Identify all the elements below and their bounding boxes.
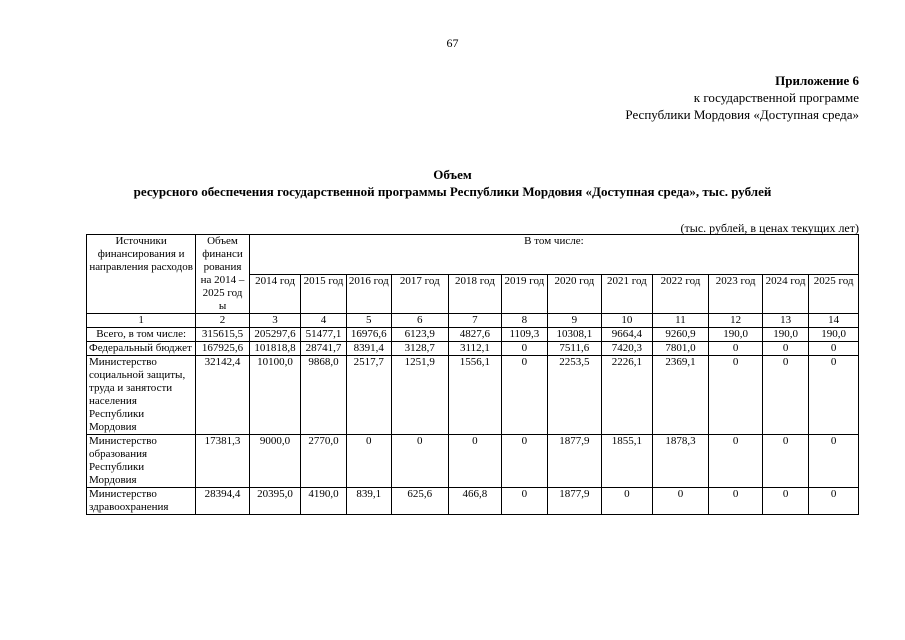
row-total: 315615,5	[196, 328, 250, 342]
column-number: 12	[709, 314, 763, 328]
header-year: 2022 год	[652, 274, 709, 314]
column-number: 5	[346, 314, 391, 328]
year-value: 9868,0	[301, 356, 346, 435]
document-title	[0, 166, 905, 200]
year-value: 6123,9	[391, 328, 448, 342]
year-value: 0	[762, 356, 808, 435]
year-value: 10308,1	[547, 328, 602, 342]
year-value: 7420,3	[602, 342, 652, 356]
column-number: 2	[196, 314, 250, 328]
units-note: (тыс. рублей, в ценах текущих лет)	[680, 221, 859, 235]
year-value: 2253,5	[547, 356, 602, 435]
header-year: 2014 год	[249, 274, 301, 314]
year-value: 9260,9	[652, 328, 709, 342]
appendix-block	[625, 72, 859, 123]
year-value: 0	[652, 488, 709, 515]
row-label: Министерство социальной защиты, труда и занятости населения Республики Мордовия	[87, 356, 196, 435]
year-value: 3112,1	[448, 342, 502, 356]
header-year: 2025 год	[809, 274, 859, 314]
header-year: 2019 год	[502, 274, 547, 314]
year-value: 190,0	[809, 328, 859, 342]
year-value: 1877,9	[547, 435, 602, 488]
year-value: 0	[809, 342, 859, 356]
row-label: Всего, в том числе:	[87, 328, 196, 342]
header-year: 2020 год	[547, 274, 602, 314]
header-including: В том числе:	[249, 235, 858, 275]
year-value: 0	[709, 435, 763, 488]
row-total: 28394,4	[196, 488, 250, 515]
year-value: 2369,1	[652, 356, 709, 435]
header-row	[87, 235, 859, 275]
year-value: 0	[448, 435, 502, 488]
year-value: 0	[809, 435, 859, 488]
column-numbers-row	[87, 314, 859, 328]
year-value: 466,8	[448, 488, 502, 515]
column-number: 11	[652, 314, 709, 328]
year-value: 0	[502, 356, 547, 435]
year-value: 4190,0	[301, 488, 346, 515]
header-volume: Объем финанси рования на 2014 – 2025 год ы	[196, 235, 250, 314]
header-year: 2024 год	[762, 274, 808, 314]
table-row	[87, 342, 859, 356]
year-value: 1855,1	[602, 435, 652, 488]
year-value: 9000,0	[249, 435, 301, 488]
year-value: 2517,7	[346, 356, 391, 435]
column-number: 8	[502, 314, 547, 328]
column-number: 14	[809, 314, 859, 328]
year-value: 1251,9	[391, 356, 448, 435]
year-value: 20395,0	[249, 488, 301, 515]
table-row	[87, 356, 859, 435]
header-year: 2016 год	[346, 274, 391, 314]
row-total: 17381,3	[196, 435, 250, 488]
appendix-title: Приложение 6	[775, 73, 859, 88]
year-value: 0	[809, 356, 859, 435]
column-number: 4	[301, 314, 346, 328]
year-value: 1109,3	[502, 328, 547, 342]
year-value: 205297,6	[249, 328, 301, 342]
year-value: 0	[709, 342, 763, 356]
year-value: 16976,6	[346, 328, 391, 342]
year-value: 2770,0	[301, 435, 346, 488]
year-value: 4827,6	[448, 328, 502, 342]
year-value: 51477,1	[301, 328, 346, 342]
column-number: 13	[762, 314, 808, 328]
year-value: 0	[762, 488, 808, 515]
year-value: 28741,7	[301, 342, 346, 356]
year-value: 839,1	[346, 488, 391, 515]
row-label: Министерство здравоохранения	[87, 488, 196, 515]
year-value: 7511,6	[547, 342, 602, 356]
year-value: 0	[762, 342, 808, 356]
header-year: 2017 год	[391, 274, 448, 314]
row-label: Министерство образования Республики Мордовия	[87, 435, 196, 488]
header-year: 2015 год	[301, 274, 346, 314]
year-value: 0	[391, 435, 448, 488]
year-value: 7801,0	[652, 342, 709, 356]
year-value: 0	[762, 435, 808, 488]
year-value: 3128,7	[391, 342, 448, 356]
header-year: 2021 год	[602, 274, 652, 314]
appendix-line: к государственной программе	[693, 90, 859, 105]
header-source: Источники финансирования и направления расходов	[87, 235, 196, 314]
header-year: 2018 год	[448, 274, 502, 314]
year-value: 101818,8	[249, 342, 301, 356]
year-value: 0	[709, 356, 763, 435]
title-line: Объем	[433, 167, 472, 182]
year-value: 2226,1	[602, 356, 652, 435]
title-line: ресурсного обеспечения государственной программы Республики Мордовия «Доступная среда», тыс. рублей	[133, 184, 772, 199]
appendix-line: Республики Мордовия «Доступная среда»	[625, 107, 859, 122]
header-year: 2023 год	[709, 274, 763, 314]
year-value: 1556,1	[448, 356, 502, 435]
table-row	[87, 435, 859, 488]
row-label: Федеральный бюджет	[87, 342, 196, 356]
row-total: 32142,4	[196, 356, 250, 435]
year-value: 1877,9	[547, 488, 602, 515]
column-number: 9	[547, 314, 602, 328]
year-value: 0	[346, 435, 391, 488]
year-value: 0	[809, 488, 859, 515]
year-value: 0	[709, 488, 763, 515]
year-value: 8391,4	[346, 342, 391, 356]
year-value: 9664,4	[602, 328, 652, 342]
year-value: 0	[502, 342, 547, 356]
column-number: 7	[448, 314, 502, 328]
year-value: 0	[502, 435, 547, 488]
page-number: 67	[446, 36, 459, 50]
year-value: 0	[602, 488, 652, 515]
year-value: 625,6	[391, 488, 448, 515]
year-value: 190,0	[709, 328, 763, 342]
column-number: 3	[249, 314, 301, 328]
row-total: 167925,6	[196, 342, 250, 356]
year-value: 0	[502, 488, 547, 515]
column-number: 10	[602, 314, 652, 328]
table-row	[87, 488, 859, 515]
table-row	[87, 328, 859, 342]
year-value: 10100,0	[249, 356, 301, 435]
budget-table	[86, 234, 859, 515]
column-number: 1	[87, 314, 196, 328]
column-number: 6	[391, 314, 448, 328]
year-value: 190,0	[762, 328, 808, 342]
year-value: 1878,3	[652, 435, 709, 488]
